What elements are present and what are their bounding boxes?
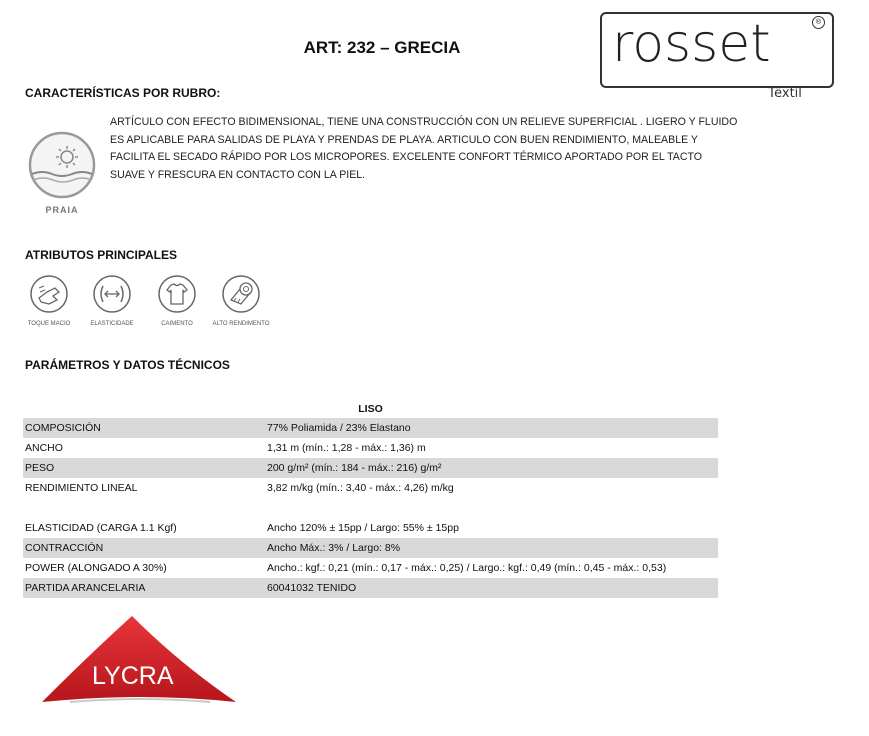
attribute-label: TOQUE MACIO [27, 321, 71, 327]
attribute-elasticity [76, 274, 148, 327]
shirt-fit-icon [157, 274, 197, 314]
param-value: 77% Poliamida / 23% Elastano [265, 418, 718, 438]
param-label: PARTIDA ARANCELARIA [23, 578, 265, 598]
table-row [23, 518, 718, 538]
table-row [23, 538, 718, 558]
param-value: Ancho.: kgf.: 0,21 (mín.: 0,17 - máx.: 0,25) / Largo.: kgf.: 0,49 (mín.: 0,45 - máx.: 0,53) [267, 562, 667, 574]
table-row [23, 578, 718, 598]
lycra-logo-text: LYCRA [92, 662, 174, 690]
fabric-roll-icon [221, 274, 261, 314]
table-row [23, 458, 718, 478]
param-value: Ancho 120% ± 15pp / Largo: 55% ± 15pp [267, 522, 459, 534]
table-header-row [23, 400, 718, 418]
elasticity-icon [92, 274, 132, 314]
attribute-soft-touch [13, 274, 85, 327]
beach-sun-icon [27, 130, 97, 205]
param-label: POWER (ALONGADO A 30%) [25, 562, 167, 574]
attribute-label: ALTO RENDIMENTO [212, 321, 270, 327]
param-value [265, 498, 718, 518]
table-row [23, 478, 718, 498]
section-attributes: ATRIBUTOS PRINCIPALES [25, 248, 178, 262]
table-row [23, 438, 718, 458]
praia-label: PRAIA [45, 205, 79, 215]
attribute-yield [205, 274, 277, 327]
param-label: ANCHO [25, 442, 63, 454]
table-header: LISO [358, 403, 383, 415]
table-row [23, 558, 718, 578]
param-label: COMPOSICIÓN [23, 418, 265, 438]
param-label: ELASTICIDAD (CARGA 1.1 Kgf) [25, 522, 177, 534]
rosset-logo-sub: Têxtil [768, 86, 802, 101]
attribute-label: ELASTICIDADE [90, 321, 134, 327]
param-value: Ancho Máx.: 3% / Largo: 8% [265, 538, 718, 558]
param-label: CONTRACCIÓN [23, 538, 265, 558]
attribute-label: CAIMENTO [161, 321, 193, 327]
section-characteristics: CARACTERÍSTICAS POR RUBRO: [25, 86, 221, 100]
param-label [23, 498, 265, 518]
technical-data-table [23, 400, 718, 598]
param-label: RENDIMIENTO LINEAL [25, 482, 138, 494]
description-text: ARTÍCULO CON EFECTO BIDIMENSIONAL, TIENE UNA CONSTRUCCIÓN CON UN RELIEVE SUPERFICIAL . LIGERO Y FLUIDO ES APLICABLE PARA SALIDAS DE PLAYA Y PRENDAS DE PLAYA. ARTICULO CON BUEN RENDIMIENTO, MALEABLE Y FACILITA EL SECADO RÁPIDO POR LOS MICROPORES. EXCELENTE CONFORT TÉRMICO APORTADO POR EL TACTO SUAVE Y FRESCURA EN CONTACTO CON LA PIEL. [110, 116, 738, 181]
section-parameters: PARÁMETROS Y DATOS TÉCNICOS [25, 358, 230, 372]
table-row-spacer [23, 498, 718, 518]
attribute-fit [141, 274, 213, 327]
soft-touch-icon [29, 274, 69, 314]
rosset-logo-word: rosset [612, 14, 771, 74]
table-row [23, 418, 718, 438]
registered-mark: ® [812, 16, 825, 29]
param-label: PESO [23, 458, 265, 478]
param-value: 1,31 m (mín.: 1,28 - máx.: 1,36) m [267, 442, 426, 454]
page-title: ART: 232 – GRECIA [303, 38, 461, 57]
lycra-logo [40, 614, 240, 715]
param-value: 200 g/m² (mín.: 184 - máx.: 216) g/m² [265, 458, 718, 478]
param-value: 3,82 m/kg (mín.: 3,40 - máx.: 4,26) m/kg [267, 482, 454, 494]
param-value: 60041032 TENIDO [265, 578, 718, 598]
